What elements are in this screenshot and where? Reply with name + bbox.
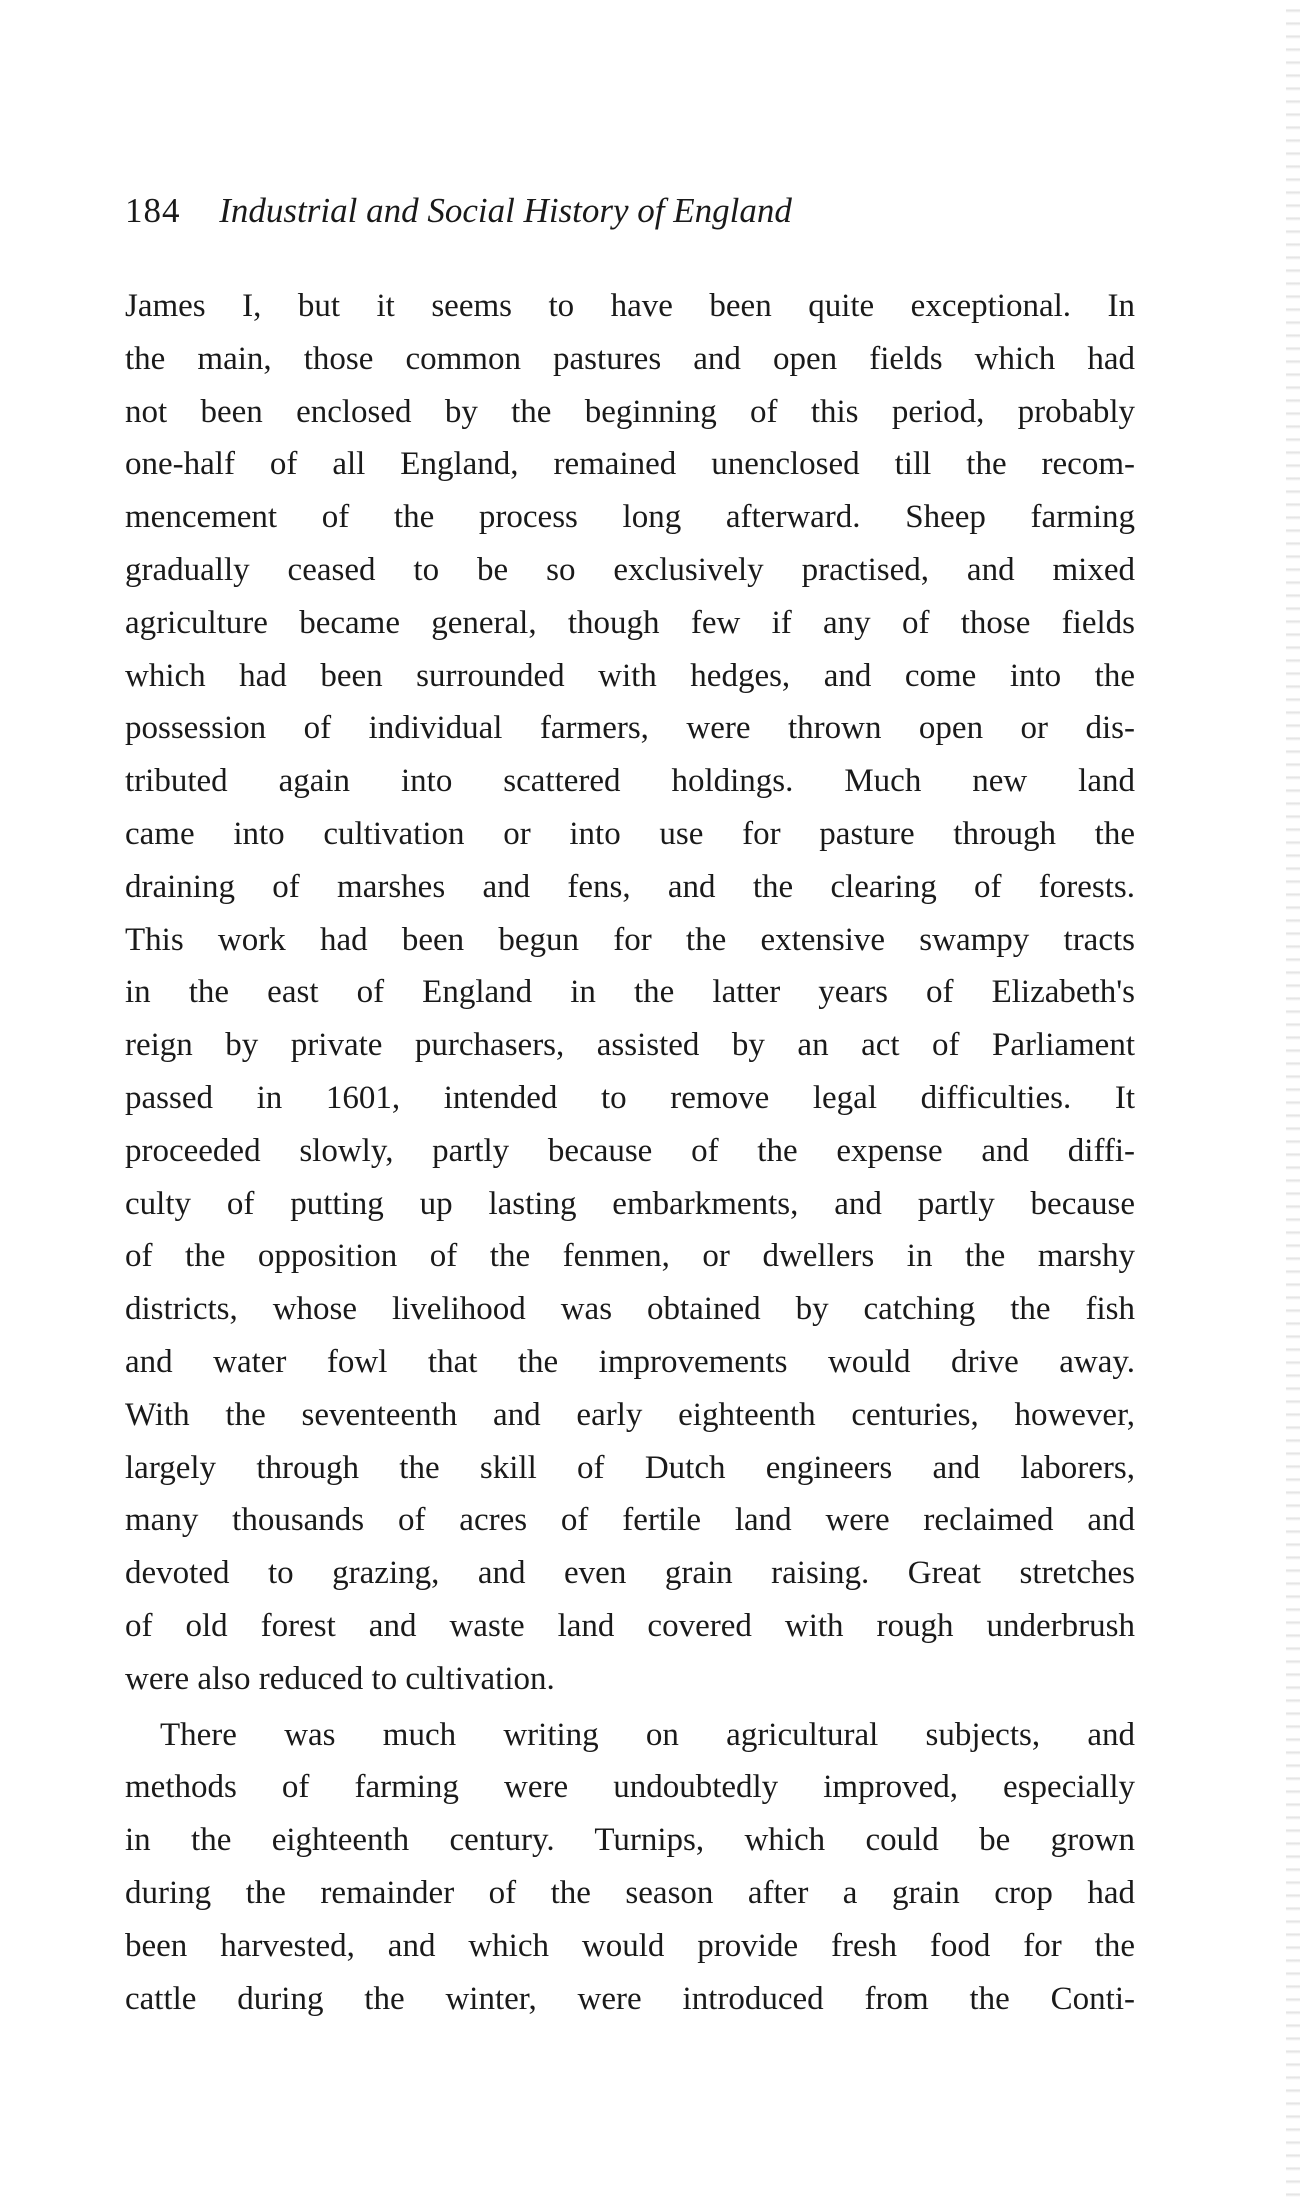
text-line: gradually ceased to be so exclusively practised, and mixed — [125, 551, 1135, 588]
text-line: There was much writing on agricultural subjects, and — [160, 1716, 1135, 1753]
text-line: passed in 1601, intended to remove legal difficulties. It — [125, 1079, 1135, 1116]
text-line: reign by private purchasers, assisted by an act of Parliament — [125, 1027, 1135, 1064]
text-line: were also reduced to cultivation. — [125, 1660, 555, 1697]
text-line: of old forest and waste land covered with rough underbrush — [125, 1607, 1135, 1644]
page-edge-shadow — [1286, 0, 1300, 2200]
text-line: With the seventeenth and early eighteenth centuries, however, — [125, 1396, 1135, 1433]
page-number: 184 — [125, 191, 181, 230]
text-line: districts, whose livelihood was obtained by catching the fish — [125, 1291, 1135, 1328]
text-line: which had been surrounded with hedges, and come into the — [125, 657, 1135, 694]
running-title: Industrial and Social History of England — [219, 191, 792, 230]
paragraph-1 — [125, 280, 1135, 1706]
text-line: one-half of all England, remained unenclosed till the recom- — [125, 446, 1135, 483]
page-header — [125, 186, 1105, 236]
text-line: mencement of the process long afterward. Sheep farming — [125, 499, 1135, 536]
text-line: James I, but it seems to have been quite exceptional. In — [125, 288, 1135, 324]
text-line: culty of putting up lasting embarkments, and partly because — [125, 1185, 1135, 1222]
text-line: came into cultivation or into use for pasture through the — [125, 815, 1135, 852]
text-line: been harvested, and which would provide fresh food for the — [125, 1927, 1135, 1964]
text-line: draining of marshes and fens, and the clearing of forests. — [125, 868, 1135, 905]
text-line: the main, those common pastures and open fields which had — [125, 340, 1135, 377]
text-line: largely through the skill of Dutch engineers and laborers, — [125, 1449, 1135, 1486]
text-line: and water fowl that the improvements would drive away. — [125, 1343, 1135, 1380]
text-line: of the opposition of the fenmen, or dwellers in the marshy — [125, 1238, 1135, 1275]
text-line: possession of individual farmers, were thrown open or dis- — [125, 710, 1135, 747]
text-line: many thousands of acres of fertile land were reclaimed and — [125, 1502, 1135, 1539]
text-line: tributed again into scattered holdings. Much new land — [125, 763, 1135, 800]
text-line: agriculture became general, though few if any of those fields — [125, 604, 1135, 641]
text-line: in the eighteenth century. Turnips, which could be grown — [125, 1822, 1135, 1859]
body-text — [125, 280, 1135, 2025]
paragraph-2 — [125, 1709, 1135, 2026]
text-line: cattle during the winter, were introduced from the Conti- — [125, 1980, 1135, 2017]
text-line: proceeded slowly, partly because of the expense and diffi- — [125, 1132, 1135, 1169]
text-line: methods of farming were undoubtedly improved, especially — [125, 1769, 1135, 1806]
text-line: in the east of England in the latter years of Elizabeth's — [125, 974, 1135, 1011]
text-line: not been enclosed by the beginning of this period, probably — [125, 393, 1135, 430]
text-line: during the remainder of the season after a grain crop had — [125, 1874, 1135, 1911]
text-line: devoted to grazing, and even grain raising. Great stretches — [125, 1555, 1135, 1592]
text-line: This work had been begun for the extensive swampy tracts — [125, 921, 1135, 958]
